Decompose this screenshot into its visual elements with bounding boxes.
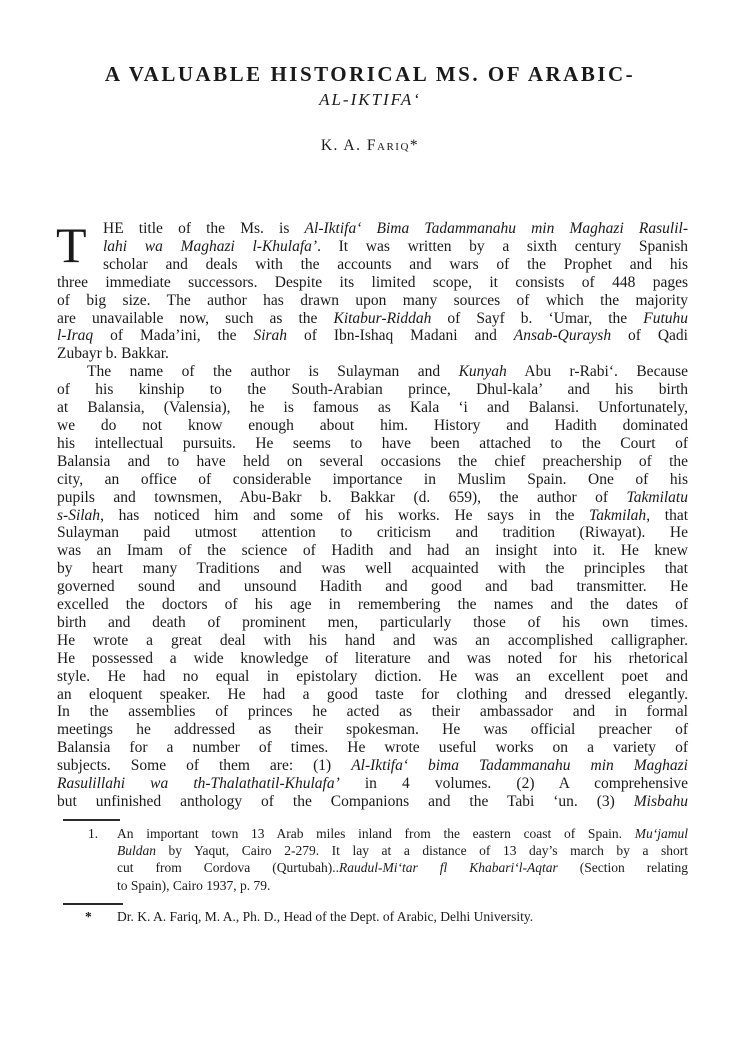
text-line: by heart many Traditions and was well acquainted with the principles that xyxy=(57,560,688,578)
text-line: at Balansia, (Valensia), he is famous as Kala ‘i and Balansi. Unfortunately, xyxy=(57,399,688,417)
paragraph-2 xyxy=(57,363,688,811)
footnote-1 xyxy=(57,825,688,894)
text-line: In the assemblies of princes he acted as their ambassador and in formal xyxy=(57,703,688,721)
footnote-text xyxy=(117,825,688,894)
author-footnote-mark: * xyxy=(409,137,420,154)
article-header xyxy=(0,62,740,155)
author-name: K. A. Fariq xyxy=(320,137,410,154)
text-line: meetings he addressed as their spokesman. He was official preacher of xyxy=(57,721,688,739)
text-line: was an Imam of the science of Hadith and had an insight into it. He knew xyxy=(57,542,688,560)
text-line: s-Silah, has noticed him and some of his works. He says in the Takmilah, that xyxy=(57,506,689,524)
text-line: He possessed a wide knowledge of literature and was noted for his rhetorical xyxy=(57,649,688,667)
dropcap-letter: T xyxy=(56,217,87,273)
author-footnote xyxy=(57,908,688,925)
text-line: his intellectual pursuits. He seems to have been attached to the Court of xyxy=(57,434,688,452)
text-line: of big size. The author has drawn upon many sources of which the majority xyxy=(57,291,688,309)
text-line: of his kinship to the South-Arabian prince, Dhul-kala’ and his birth xyxy=(57,381,688,399)
text-line: He wrote a great deal with his hand and was an accomplished calligrapher. xyxy=(57,631,688,649)
author-line xyxy=(0,137,740,155)
text-line: are unavailable now, such as the Kitabur-Riddah of Sayf b. ‘Umar, the Futuhu xyxy=(57,309,689,327)
text-line: HE title of the Ms. is Al-Iktifa‘ Bima Tadammanahu min Maghazi Rasulil- xyxy=(103,220,688,237)
author-footnote-separator-rule xyxy=(63,903,123,905)
text-line: excelled the doctors of his age in remembering the names and the dates of xyxy=(57,596,688,614)
text-line: birth and death of prominent men, particularly those of his own times. xyxy=(57,613,688,631)
footnotes-section xyxy=(57,819,688,925)
text-line: subjects. Some of them are: (1) Al-Iktifa‘ bima Tadammanahu min Maghazi xyxy=(57,757,688,775)
article-body xyxy=(56,217,689,811)
text-line: Balansia and to have held on several occasions the chief preachership of the xyxy=(57,452,688,470)
text-line: three immediate successors. Despite its limited scope, it consists of 448 pages xyxy=(57,273,688,291)
text-line: an eloquent speaker. He had a good taste for clothing and dressed elegantly. xyxy=(57,685,688,703)
text-line: city, an office of considerable importance in Muslim Spain. One of his xyxy=(57,470,688,488)
text-line: style. He had no equal in epistolary diction. He was an excellent poet and xyxy=(57,667,688,685)
text-line: Sulayman paid utmost attention to criticism and tradition (Riwayat). He xyxy=(57,524,688,542)
text-line: but unfinished anthology of the Companions and the Tabi ‘un. (3) Misbahu xyxy=(57,793,688,810)
author-footnote-asterisk: * xyxy=(85,908,92,924)
text-line: to Spain), Cairo 1937, p. 79. xyxy=(117,877,271,893)
text-line: Zubayr b. Bakkar. xyxy=(57,345,169,363)
text-line: Rasulillahi wa th-Thalathatil-Khulafa’ in 4 volumes. (2) A comprehensive xyxy=(57,775,689,793)
text-line: Buldan by Yaqut, Cairo 2-279. It lay at a distance of 13 day’s march by a short xyxy=(117,843,688,859)
text-line: Dr. K. A. Fariq, M. A., Ph. D., Head of the Dept. of Arabic, Delhi University. xyxy=(117,908,534,924)
article-title: A VALUABLE HISTORICAL MS. OF ARABIC- xyxy=(104,62,636,86)
text-line: lahi wa Maghazi l-Khulafa’. It was written by a sixth century Spanish xyxy=(103,237,688,255)
text-line: l-Iraq of Mada’ini, the Sirah of Ibn-Ishaq Madani and Ansab-Quraysh of Qadi xyxy=(57,327,688,345)
text-line: we do not know enough about him. History and Hadith dominated xyxy=(57,416,688,434)
text-line: Balansia for a number of times. He wrote useful works on a variety of xyxy=(57,739,688,757)
text-line: pupils and townsmen, Abu-Bakr b. Bakkar (d. 659), the author of Takmilatu xyxy=(57,488,688,506)
text-line: The name of the author is Sulayman and Kunyah Abu r-Rabi‘. Because xyxy=(87,363,688,381)
text-line: cut from Cordova (Qurtubah)..Raudul-Mi‘tar fl Khabari‘l-Aqtar (Section relating xyxy=(117,860,688,876)
text-line: scholar and deals with the accounts and wars of the Prophet and his xyxy=(103,255,688,273)
text-line: governed sound and unsound Hadith and good and bad transmitter. He xyxy=(57,578,688,596)
footnote-number: 1. xyxy=(88,826,99,841)
author-footnote-text xyxy=(117,908,688,925)
text-line: An important town 13 Arab miles inland from the eastern coast of Spain. Mu‘jamul xyxy=(117,826,688,841)
article-subtitle: AL-IKTIFA‘ xyxy=(319,90,421,109)
footnote-separator-rule xyxy=(63,819,120,821)
paragraph-1 xyxy=(56,217,689,363)
